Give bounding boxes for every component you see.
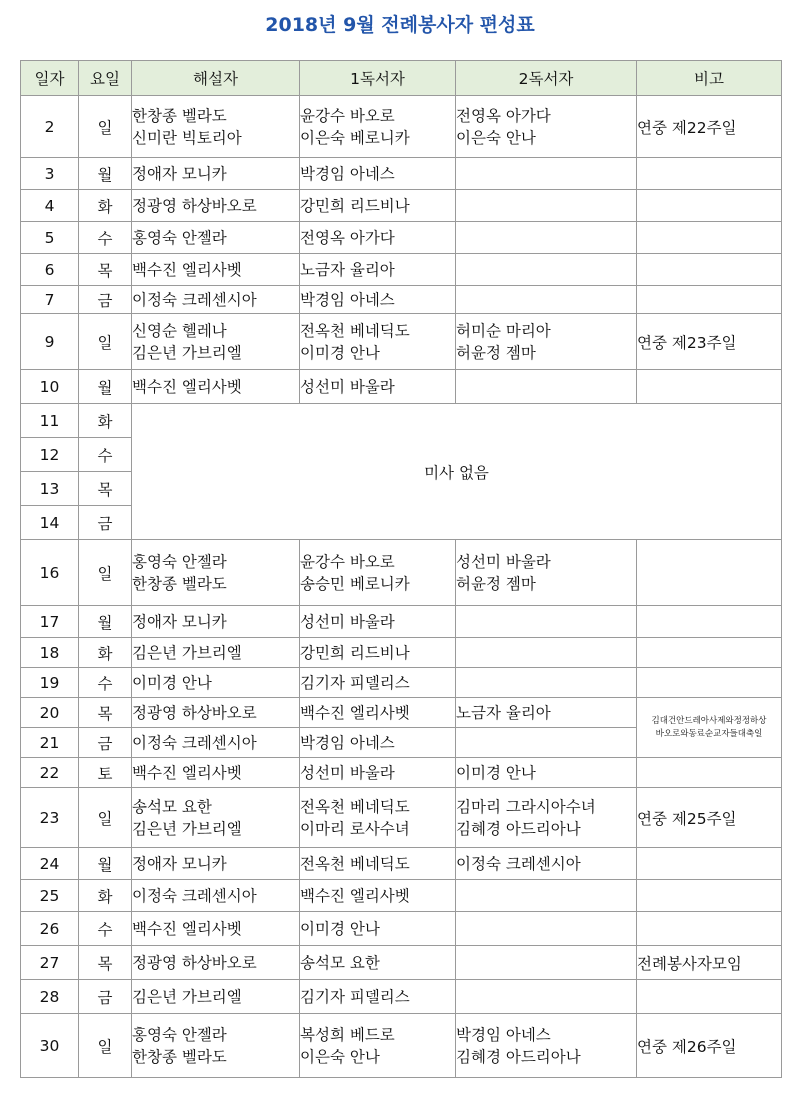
person-name: 이은숙 안나 — [300, 1047, 380, 1066]
table-row — [21, 980, 782, 1014]
reader2-cell — [456, 980, 637, 1014]
commentator-cell — [132, 848, 300, 880]
day-cell: 30 — [21, 1014, 79, 1078]
reader2-cell — [456, 254, 637, 286]
commentator-cell — [132, 638, 300, 668]
reader2-cell — [456, 638, 637, 668]
person-name: 이미경 안나 — [300, 919, 380, 938]
person-name: 이은숙 안나 — [456, 128, 536, 147]
person-name: 백수진 엘리사벳 — [300, 703, 410, 722]
table-row — [21, 404, 782, 438]
note-line: 바오로와동료순교자들대축일 — [655, 728, 763, 739]
reader2-cell — [456, 946, 637, 980]
reader1-cell — [300, 848, 456, 880]
weekday-cell: 목 — [79, 254, 132, 286]
commentator-cell — [132, 698, 300, 728]
reader1-cell — [300, 370, 456, 404]
day-cell: 7 — [21, 286, 79, 314]
person-name: 박경임 아네스 — [300, 290, 395, 309]
person-name: 이정숙 크레센시아 — [132, 733, 257, 752]
weekday-cell: 월 — [79, 606, 132, 638]
day-cell: 19 — [21, 668, 79, 698]
reader1-cell — [300, 638, 456, 668]
weekday-cell: 월 — [79, 158, 132, 190]
day-cell: 17 — [21, 606, 79, 638]
day-cell: 3 — [21, 158, 79, 190]
reader2-cell — [456, 286, 637, 314]
commentator-cell — [132, 96, 300, 158]
weekday-cell: 수 — [79, 668, 132, 698]
person-name: 정애자 모니카 — [132, 164, 227, 183]
reader2-cell — [456, 788, 637, 848]
person-name: 성선미 바울라 — [300, 763, 395, 782]
note-cell — [637, 222, 782, 254]
weekday-cell: 목 — [79, 698, 132, 728]
commentator-cell — [132, 980, 300, 1014]
reader2-cell — [456, 158, 637, 190]
commentator-cell — [132, 758, 300, 788]
weekday-cell: 금 — [79, 286, 132, 314]
header-reader1: 1독서자 — [300, 61, 456, 96]
reader1-cell — [300, 314, 456, 370]
note-cell — [637, 606, 782, 638]
day-cell: 13 — [21, 472, 79, 506]
person-name: 백수진 엘리사벳 — [132, 377, 242, 396]
reader2-cell — [456, 728, 637, 758]
person-name: 정애자 모니카 — [132, 854, 227, 873]
header-day: 일자 — [21, 61, 79, 96]
person-name: 박경임 아네스 — [300, 164, 395, 183]
person-name: 허윤정 젬마 — [456, 343, 536, 362]
person-name: 김은년 가브리엘 — [132, 819, 242, 838]
reader1-cell — [300, 668, 456, 698]
weekday-cell: 금 — [79, 506, 132, 540]
table-row — [21, 698, 782, 728]
table-row — [21, 1014, 782, 1078]
person-name: 김혜경 아드리아나 — [456, 1047, 581, 1066]
reader2-cell — [456, 606, 637, 638]
note-cell: 전례봉사자모임 — [637, 946, 782, 980]
day-cell: 2 — [21, 96, 79, 158]
note-cell — [637, 668, 782, 698]
weekday-cell: 화 — [79, 880, 132, 912]
day-cell: 25 — [21, 880, 79, 912]
reader1-cell — [300, 1014, 456, 1078]
day-cell: 20 — [21, 698, 79, 728]
note-cell: 연중 제25주일 — [637, 788, 782, 848]
person-name: 백수진 엘리사벳 — [132, 260, 242, 279]
note-cell — [637, 540, 782, 606]
day-cell: 14 — [21, 506, 79, 540]
day-cell: 22 — [21, 758, 79, 788]
reader1-cell — [300, 254, 456, 286]
day-cell: 12 — [21, 438, 79, 472]
person-name: 신미란 빅토리아 — [132, 128, 242, 147]
header-commentator: 해설자 — [132, 61, 300, 96]
weekday-cell: 월 — [79, 370, 132, 404]
page-title: 2018년 9월 전례봉사자 편성표 — [265, 14, 535, 36]
person-name: 홍영숙 안젤라 — [132, 552, 227, 571]
weekday-cell: 화 — [79, 638, 132, 668]
note-cell: 연중 제23주일 — [637, 314, 782, 370]
person-name: 이정숙 크레센시아 — [132, 886, 257, 905]
commentator-cell — [132, 1014, 300, 1078]
commentator-cell — [132, 286, 300, 314]
reader1-cell — [300, 222, 456, 254]
reader1-cell — [300, 788, 456, 848]
commentator-cell — [132, 222, 300, 254]
person-name: 이마리 로사수녀 — [300, 819, 410, 838]
commentator-cell — [132, 190, 300, 222]
note-cell-feast — [637, 698, 782, 758]
reader1-cell — [300, 880, 456, 912]
day-cell: 21 — [21, 728, 79, 758]
commentator-cell — [132, 668, 300, 698]
note-cell — [637, 880, 782, 912]
person-name: 윤강수 바오로 — [300, 106, 395, 125]
person-name: 이정숙 크레센시아 — [132, 290, 257, 309]
reader1-cell — [300, 96, 456, 158]
reader1-cell — [300, 758, 456, 788]
person-name: 이미경 안나 — [132, 673, 212, 692]
note-cell — [637, 190, 782, 222]
table-row — [21, 668, 782, 698]
person-name: 정광영 하상바오로 — [132, 196, 257, 215]
reader1-cell — [300, 286, 456, 314]
reader1-cell — [300, 158, 456, 190]
table-row — [21, 190, 782, 222]
person-name: 김기자 피델리스 — [300, 987, 410, 1006]
reader2-cell — [456, 912, 637, 946]
day-cell: 23 — [21, 788, 79, 848]
person-name: 정광영 하상바오로 — [132, 953, 257, 972]
day-cell: 10 — [21, 370, 79, 404]
person-name: 성선미 바울라 — [300, 377, 395, 396]
commentator-cell — [132, 912, 300, 946]
reader1-cell — [300, 912, 456, 946]
person-name: 김은년 가브리엘 — [132, 987, 242, 1006]
person-name: 윤강수 바오로 — [300, 552, 395, 571]
person-name: 백수진 엘리사벳 — [132, 919, 242, 938]
header-reader2: 2독서자 — [456, 61, 637, 96]
table-row — [21, 314, 782, 370]
note-cell — [637, 980, 782, 1014]
table-row — [21, 606, 782, 638]
note-cell — [637, 912, 782, 946]
person-name: 김혜경 아드리아나 — [456, 819, 581, 838]
person-name: 한창종 벨라도 — [132, 1047, 227, 1066]
person-name: 강민희 리드비나 — [300, 643, 410, 662]
person-name: 노금자 율리아 — [300, 260, 395, 279]
note-line: 김대건안드레아사제와정정하상 — [651, 715, 767, 726]
day-cell: 24 — [21, 848, 79, 880]
person-name: 백수진 엘리사벳 — [300, 886, 410, 905]
reader1-cell — [300, 980, 456, 1014]
person-name: 정광영 하상바오로 — [132, 703, 257, 722]
note-cell — [637, 758, 782, 788]
commentator-cell — [132, 314, 300, 370]
person-name: 성선미 바울라 — [300, 612, 395, 631]
weekday-cell: 일 — [79, 96, 132, 158]
reader2-cell — [456, 1014, 637, 1078]
person-name: 홍영숙 안젤라 — [132, 228, 227, 247]
weekday-cell: 목 — [79, 472, 132, 506]
person-name: 한창종 벨라도 — [132, 106, 227, 125]
note-cell: 연중 제22주일 — [637, 96, 782, 158]
person-name: 김마리 그라시아수녀 — [456, 797, 596, 816]
commentator-cell — [132, 788, 300, 848]
reader2-cell — [456, 668, 637, 698]
weekday-cell: 수 — [79, 912, 132, 946]
day-cell: 16 — [21, 540, 79, 606]
no-mass-cell: 미사 없음 — [132, 404, 782, 540]
day-cell: 28 — [21, 980, 79, 1014]
weekday-cell: 월 — [79, 848, 132, 880]
person-name: 전옥천 베네딕도 — [300, 854, 410, 873]
person-name: 이미경 안나 — [456, 763, 536, 782]
person-name: 노금자 율리아 — [456, 703, 551, 722]
reader2-cell — [456, 96, 637, 158]
person-name: 전영옥 아가다 — [456, 106, 551, 125]
person-name: 이미경 안나 — [300, 343, 380, 362]
reader1-cell — [300, 728, 456, 758]
day-cell: 18 — [21, 638, 79, 668]
reader1-cell — [300, 698, 456, 728]
reader2-cell — [456, 314, 637, 370]
day-cell: 27 — [21, 946, 79, 980]
person-name: 허미순 마리아 — [456, 321, 551, 340]
header-note: 비고 — [637, 61, 782, 96]
table-row — [21, 946, 782, 980]
note-cell — [637, 848, 782, 880]
person-name: 이정숙 크레센시아 — [456, 854, 581, 873]
commentator-cell — [132, 728, 300, 758]
commentator-cell — [132, 880, 300, 912]
person-name: 김은년 가브리엘 — [132, 643, 242, 662]
table-row — [21, 370, 782, 404]
person-name: 이은숙 베로니카 — [300, 128, 410, 147]
person-name: 허윤정 젬마 — [456, 574, 536, 593]
reader1-cell — [300, 606, 456, 638]
table-row — [21, 286, 782, 314]
weekday-cell: 일 — [79, 788, 132, 848]
reader2-cell — [456, 190, 637, 222]
commentator-cell — [132, 946, 300, 980]
person-name: 복성희 베드로 — [300, 1025, 395, 1044]
table-row — [21, 158, 782, 190]
reader1-cell — [300, 946, 456, 980]
reader2-cell — [456, 880, 637, 912]
reader1-cell — [300, 540, 456, 606]
note-cell — [637, 254, 782, 286]
table-row — [21, 638, 782, 668]
table-row — [21, 912, 782, 946]
table-row — [21, 254, 782, 286]
person-name: 박경임 아네스 — [300, 733, 395, 752]
person-name: 박경임 아네스 — [456, 1025, 551, 1044]
reader2-cell — [456, 370, 637, 404]
weekday-cell: 금 — [79, 728, 132, 758]
weekday-cell: 일 — [79, 1014, 132, 1078]
note-cell: 연중 제26주일 — [637, 1014, 782, 1078]
person-name: 강민희 리드비나 — [300, 196, 410, 215]
commentator-cell — [132, 254, 300, 286]
note-cell — [637, 370, 782, 404]
commentator-cell — [132, 540, 300, 606]
day-cell: 4 — [21, 190, 79, 222]
weekday-cell: 일 — [79, 540, 132, 606]
person-name: 송석모 요한 — [132, 797, 212, 816]
note-cell — [637, 158, 782, 190]
reader2-cell — [456, 848, 637, 880]
person-name: 백수진 엘리사벳 — [132, 763, 242, 782]
weekday-cell: 금 — [79, 980, 132, 1014]
table-row — [21, 222, 782, 254]
day-cell: 26 — [21, 912, 79, 946]
reader2-cell — [456, 222, 637, 254]
weekday-cell: 수 — [79, 222, 132, 254]
table-row — [21, 848, 782, 880]
day-cell: 11 — [21, 404, 79, 438]
table-row — [21, 788, 782, 848]
table-row — [21, 540, 782, 606]
person-name: 정애자 모니카 — [132, 612, 227, 631]
person-name: 전옥천 베네딕도 — [300, 321, 410, 340]
reader2-cell — [456, 758, 637, 788]
person-name: 송승민 베로니카 — [300, 574, 410, 593]
schedule-table — [20, 60, 782, 1078]
commentator-cell — [132, 370, 300, 404]
person-name: 송석모 요한 — [300, 953, 380, 972]
header-weekday: 요일 — [79, 61, 132, 96]
person-name: 홍영숙 안젤라 — [132, 1025, 227, 1044]
weekday-cell: 수 — [79, 438, 132, 472]
note-cell — [637, 638, 782, 668]
person-name: 전옥천 베네딕도 — [300, 797, 410, 816]
note-cell — [637, 286, 782, 314]
person-name: 신영순 헬레나 — [132, 321, 227, 340]
header-row — [21, 61, 782, 96]
person-name: 성선미 바울라 — [456, 552, 551, 571]
reader1-cell — [300, 190, 456, 222]
day-cell: 5 — [21, 222, 79, 254]
day-cell: 6 — [21, 254, 79, 286]
weekday-cell: 화 — [79, 404, 132, 438]
reader2-cell — [456, 540, 637, 606]
commentator-cell — [132, 158, 300, 190]
person-name: 한창종 벨라도 — [132, 574, 227, 593]
commentator-cell — [132, 606, 300, 638]
person-name: 전영옥 아가다 — [300, 228, 395, 247]
table-row — [21, 96, 782, 158]
day-cell: 9 — [21, 314, 79, 370]
table-row — [21, 758, 782, 788]
reader2-cell — [456, 698, 637, 728]
weekday-cell: 일 — [79, 314, 132, 370]
person-name: 김은년 가브리엘 — [132, 343, 242, 362]
weekday-cell: 화 — [79, 190, 132, 222]
weekday-cell: 목 — [79, 946, 132, 980]
weekday-cell: 토 — [79, 758, 132, 788]
table-row — [21, 880, 782, 912]
person-name: 김기자 피델리스 — [300, 673, 410, 692]
